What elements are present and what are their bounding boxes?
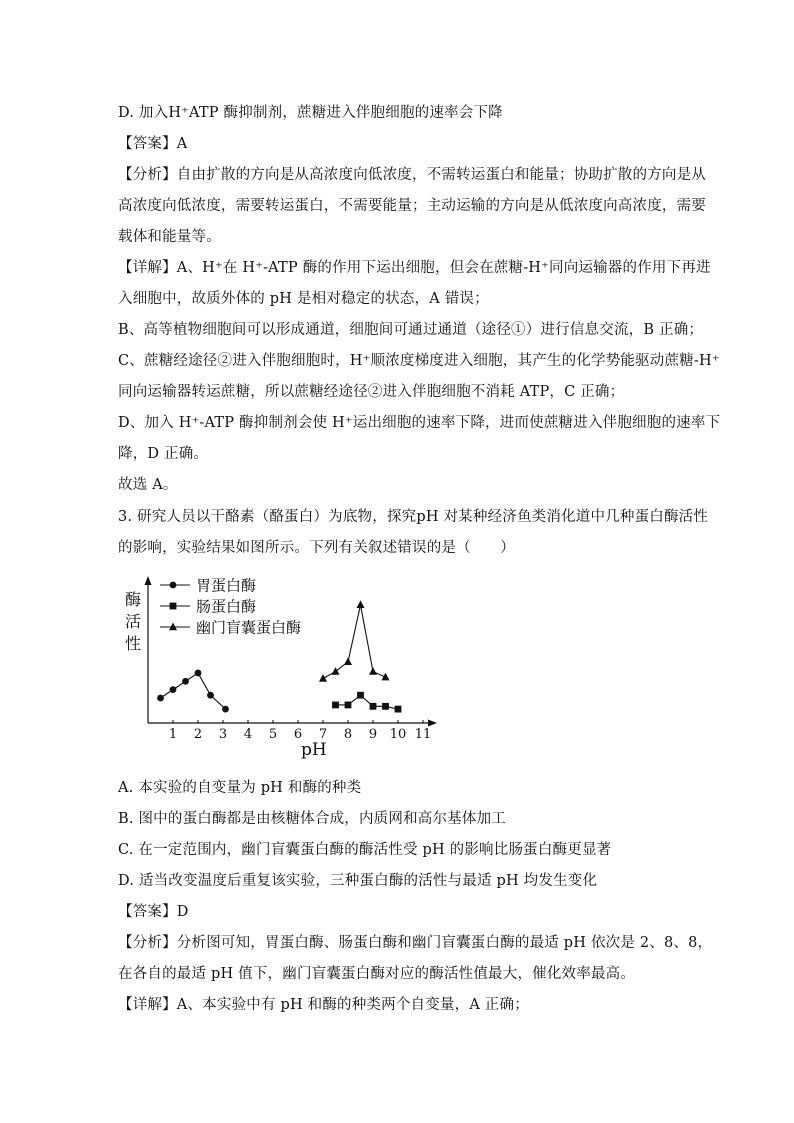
data-point-square — [395, 706, 402, 713]
data-point-square — [382, 703, 389, 710]
data-point-square — [170, 603, 177, 610]
data-point-square — [345, 702, 352, 709]
x-tick-label: 8 — [343, 727, 353, 742]
data-point-circle — [207, 692, 214, 699]
data-point-square — [370, 703, 377, 710]
text-line: D. 加入H⁺ATP 酶抑制剂，蔗糖进入伴胞细胞的速率会下降 — [118, 105, 503, 121]
data-point-triangle — [344, 657, 352, 665]
text-line: A. 本实验的自变量为 pH 和酶的种类 — [118, 780, 362, 796]
data-point-circle — [195, 670, 202, 677]
x-axis-arrow — [428, 720, 437, 727]
x-tick-label: 9 — [368, 727, 378, 742]
text-line: 【分析】分析图可知，胃蛋白酶、肠蛋白酶和幽门盲囊蛋白酶的最适 pH 依次是 2、8、8， — [118, 935, 713, 951]
series-triangle — [319, 600, 390, 681]
x-tick-label: 5 — [268, 727, 278, 742]
x-axis-label: pH — [301, 740, 327, 760]
x-tick-label: 4 — [243, 727, 253, 742]
data-point-circle — [170, 686, 177, 693]
text-line: D. 适当改变温度后重复该实验，三种蛋白酶的活性与最适 pH 均发生变化 — [118, 873, 598, 889]
text-line: 入细胞中，故质外体的 pH 是相对稳定的状态，A 错误； — [118, 291, 489, 307]
text-line: B、高等植物细胞间可以形成通道，细胞间可通过通道（途径①）进行信息交流，B 正确； — [118, 322, 704, 338]
data-point-circle — [222, 706, 229, 713]
text-line: 同向运输器转运蔗糖，所以蔗糖经途径②进入伴胞细胞不消耗 ATP，C 正确； — [118, 384, 625, 400]
data-point-triangle — [319, 674, 327, 682]
text-line: 【详解】A、H⁺在 H⁺-ATP 酶的作用下运出细胞，但会在蔗糖-H⁺同向运输器的作用下再进 — [118, 260, 711, 276]
x-tick-label: 6 — [293, 727, 303, 742]
text-line: 【详解】A、本实验中有 pH 和酶的种类两个自变量，A 正确； — [118, 997, 529, 1013]
legend-label: 幽门盲囊蛋白酶 — [196, 618, 302, 637]
chart-axes — [145, 576, 438, 727]
data-point-square — [357, 692, 364, 699]
chart-legend — [160, 577, 301, 637]
data-point-triangle — [357, 600, 365, 608]
x-tick-label: 7 — [318, 727, 328, 742]
x-tick-label: 2 — [193, 727, 203, 742]
text-line: D、加入 H⁺-ATP 酶抑制剂会使 H⁺运出细胞的速率下降，进而使蔗糖进入伴胞细胞的速率下 — [118, 415, 721, 431]
data-point-circle — [182, 678, 189, 685]
text-line: 的影响，实验结果如图所示。下列有关叙述错误的是（ ） — [118, 540, 515, 556]
series-square — [332, 692, 401, 713]
y-axis-label-char: 活 — [125, 612, 142, 631]
data-point-square — [332, 702, 339, 709]
text-line: 【答案】A — [118, 136, 188, 152]
data-point-circle — [170, 582, 177, 589]
text-line: B. 图中的蛋白酶都是由核糖体合成，内质网和高尔基体加工 — [118, 811, 506, 827]
x-tick-label: 10 — [389, 727, 407, 742]
text-line: 【分析】自由扩散的方向是从高浓度向低浓度，不需转运蛋白和能量；协助扩散的方向是从 — [118, 167, 706, 183]
text-line: 故选 A。 — [118, 477, 178, 493]
y-axis-label — [125, 590, 141, 653]
x-tick-label: 11 — [414, 727, 432, 742]
x-tick-label: 3 — [218, 727, 228, 742]
y-axis-arrow — [145, 576, 152, 585]
text-line: 载体和能量等。 — [118, 229, 221, 245]
chart-series — [157, 597, 401, 712]
legend-label: 胃蛋白酶 — [196, 576, 257, 595]
x-tick-label: 1 — [168, 727, 178, 742]
data-point-triangle — [369, 667, 377, 675]
text-line: C. 在一定范围内，幽门盲囊蛋白酶的酶活性受 pH 的影响比肠蛋白酶更显著 — [118, 842, 612, 858]
enzyme-activity-chart — [118, 572, 448, 762]
y-axis-label-char: 酶 — [125, 590, 142, 609]
text-line: C、蔗糖经途径②进入伴胞细胞时，H⁺顺浓度梯度进入细胞，其产生的化学势能驱动蔗糖-H⁺ — [118, 353, 720, 369]
series-line — [323, 605, 386, 679]
data-point-triangle — [169, 623, 177, 631]
text-line: 3. 研究人员以干酪素（酪蛋白）为底物，探究pH 对某种经济鱼类消化道中几种蛋白酶活性 — [118, 509, 709, 525]
series-circle — [157, 670, 229, 713]
answer-label: 【答案】D — [118, 904, 189, 920]
text-line: 在各自的最适 pH 值下，幽门盲囊蛋白酶对应的酶活性值最大，催化效率最高。 — [118, 966, 636, 982]
text-line: 高浓度向低浓度，需要转运蛋白，不需要能量；主动运输的方向是从低浓度向高浓度，需要 — [118, 198, 706, 214]
legend-label: 肠蛋白酶 — [196, 597, 257, 616]
data-point-circle — [157, 695, 164, 702]
data-point-triangle — [332, 667, 340, 675]
text-line: 降，D 正确。 — [118, 446, 209, 462]
y-axis-label-char: 性 — [125, 634, 142, 653]
